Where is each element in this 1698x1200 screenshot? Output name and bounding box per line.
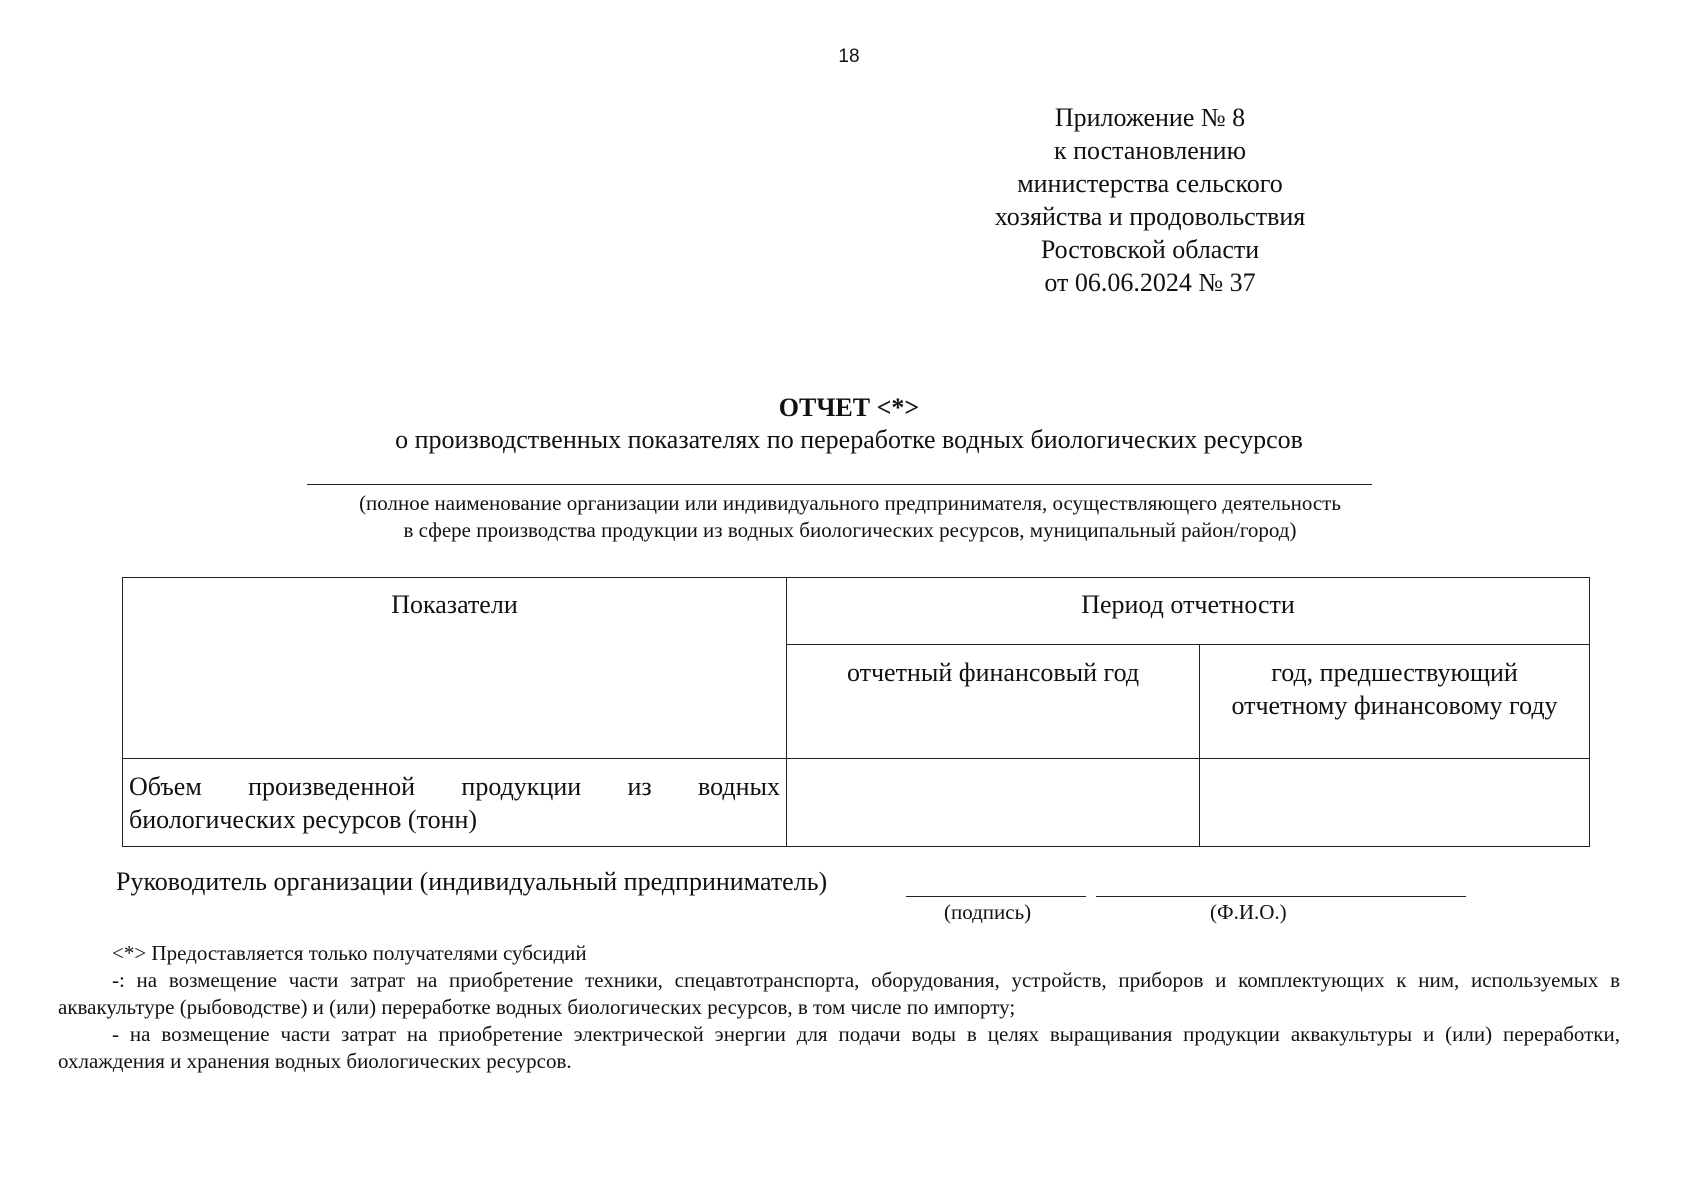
row-label-line: биологических ресурсов (тонн): [129, 805, 478, 834]
footnote: -: на возмещение части затрат на приобретение техники, спецавтотранспорта, оборудования, устройств, приборов и комплектующих к ним, используемых в аквакультуре (рыбоводстве) и (или) переработке водных биологических ресурсов, в том числе по импорту;: [58, 968, 1620, 1019]
row-label: [123, 759, 787, 847]
organization-caption-line: (полное наименование организации или индивидуального предпринимателя, осуществляющего деятельность: [359, 491, 1341, 515]
report-subtitle: о производственных показателях по переработке водных биологических ресурсов: [395, 425, 1303, 454]
header-previous-year-line: год, предшествующий: [1271, 657, 1518, 687]
current-year-value-cell[interactable]: [787, 759, 1200, 847]
full-name-caption: (Ф.И.О.): [1210, 900, 1287, 924]
signature-caption: (подпись): [944, 900, 1032, 924]
signature-line[interactable]: [906, 896, 1086, 897]
table-row: [123, 759, 1590, 847]
report-title: ОТЧЕТ <*>: [778, 393, 920, 422]
header-previous-year: [1200, 644, 1590, 758]
previous-year-value-cell[interactable]: [1200, 759, 1590, 847]
row-label-line: Объем произведенной продукции из водных: [129, 772, 780, 801]
header-indicators: Показатели: [123, 578, 787, 759]
appendix-line: хозяйства и продовольствия: [994, 202, 1306, 231]
header-reporting-period: Период отчетности: [787, 578, 1590, 645]
footnote: - на возмещение части затрат на приобретение электрической энергии для подачи воды в целях выращивания продукции аквакультуры и (или) переработки, охлаждения и хранения водных биологических ресурсов.: [58, 1022, 1620, 1073]
footnote: <*> Предоставляется только получателями субсидий: [112, 941, 587, 965]
organization-name-line[interactable]: [307, 484, 1372, 485]
appendix-line: Ростовской области: [1040, 235, 1260, 264]
footnotes: [58, 940, 1620, 1075]
signature-label: Руководитель организации (индивидуальный предприниматель): [116, 867, 828, 896]
full-name-line[interactable]: [1096, 896, 1466, 897]
report-table: [122, 577, 1590, 847]
header-current-year: отчетный финансовый год: [787, 644, 1200, 758]
page-number: 18: [838, 46, 860, 67]
appendix-line: министерства сельского: [1017, 169, 1283, 198]
appendix-line: Приложение № 8: [1054, 103, 1246, 132]
appendix-line: от 06.06.2024 № 37: [1044, 268, 1256, 297]
organization-caption: [200, 490, 1500, 544]
appendix-block: [910, 101, 1390, 299]
header-previous-year-line: отчетному финансовому году: [1231, 690, 1558, 720]
appendix-line: к постановлению: [1053, 136, 1247, 165]
organization-caption-line: в сфере производства продукции из водных биологических ресурсов, муниципальный район/город): [403, 518, 1297, 542]
